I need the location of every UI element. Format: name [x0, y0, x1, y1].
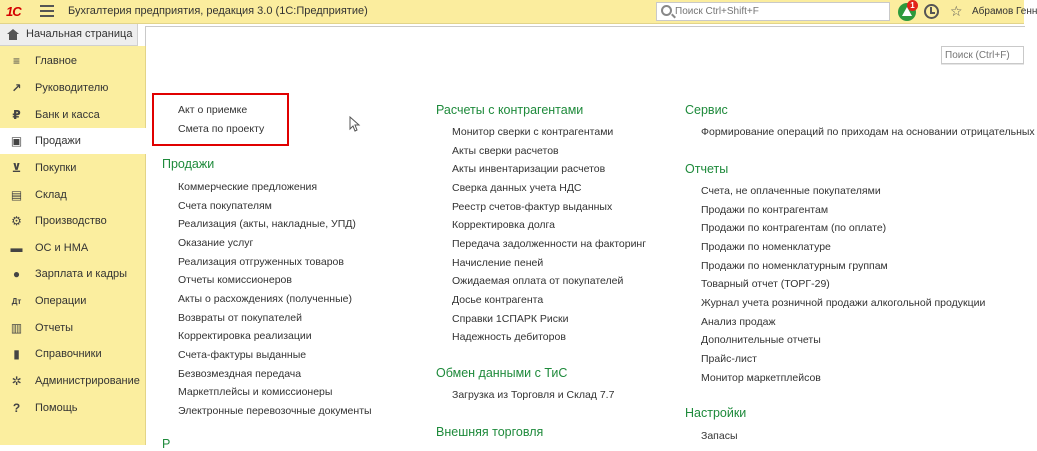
link-settlements[interactable]: Ожидаемая оплата от покупателей	[452, 275, 624, 287]
link-project-estimate[interactable]: Смета по проекту	[178, 123, 265, 135]
link-settlements[interactable]: Начисление пеней	[452, 257, 544, 269]
person-icon: ●	[12, 267, 21, 281]
history-icon[interactable]	[924, 4, 939, 19]
heading-service: Сервис	[685, 103, 728, 117]
main-panel	[147, 46, 1035, 451]
sidebar-item-label: Производство	[35, 215, 107, 227]
link-settlements[interactable]: Монитор сверки с контрагентами	[452, 126, 614, 138]
link-sales[interactable]: Счета-фактуры выданные	[178, 349, 307, 361]
sidebar-item-production[interactable]	[0, 208, 146, 234]
sidebar-item-label: Помощь	[35, 402, 78, 414]
link-settlements[interactable]: Надежность дебиторов	[452, 331, 566, 343]
global-search-input[interactable]	[675, 4, 885, 19]
link-settlements[interactable]: Сверка данных учета НДС	[452, 182, 582, 194]
sidebar-item-main[interactable]	[0, 48, 146, 74]
sidebar-item-label: Операции	[35, 295, 87, 307]
heading-sales: Продажи	[162, 157, 215, 171]
sidebar-item-label: Продажи	[35, 135, 81, 147]
heading-reports: Отчеты	[685, 162, 729, 176]
sidebar-item-reports[interactable]	[0, 315, 146, 341]
sidebar-item-manager[interactable]	[0, 75, 146, 101]
menu-lines-icon: ≡	[12, 54, 20, 68]
heading-data-exchange: Обмен данными с ТиС	[436, 366, 568, 380]
sidebar-item-purchases[interactable]	[0, 155, 146, 181]
tab-content-frame	[145, 26, 1025, 46]
link-sales[interactable]: Электронные перевозочные документы	[178, 405, 372, 417]
settings-icon: ✲	[11, 374, 22, 388]
link-sales[interactable]: Корректировка реализации	[178, 330, 312, 342]
gear-icon: ⚙	[11, 214, 22, 228]
link-sales[interactable]: Возвраты от покупателей	[178, 312, 302, 324]
sidebar-item-label: Главное	[35, 55, 78, 67]
sidebar-item-sales[interactable]	[0, 128, 147, 154]
link-data-exchange[interactable]: Загрузка из Торговля и Склад 7.7	[452, 389, 615, 401]
sidebar-item-label: Склад	[35, 189, 67, 201]
divider	[941, 64, 1024, 65]
section-search-input[interactable]	[945, 48, 1023, 62]
sidebar-item-salary[interactable]	[0, 261, 146, 287]
link-settlements[interactable]: Реестр счетов-фактур выданных	[452, 201, 613, 213]
shopping-bag-icon: ▣	[10, 134, 23, 148]
section-search[interactable]	[941, 46, 1024, 64]
truck-icon: ▬	[10, 241, 23, 255]
link-report[interactable]: Дополнительные отчеты	[701, 334, 821, 346]
main-menu-icon[interactable]	[40, 5, 54, 19]
cart-icon: ⊻	[11, 161, 22, 175]
link-report[interactable]: Продажи по номенклатурным группам	[701, 260, 888, 272]
link-report[interactable]: Товарный отчет (ТОРГ-29)	[701, 278, 830, 290]
link-settlements[interactable]: Акты инвентаризации расчетов	[452, 163, 606, 175]
heading-foreign-trade: Внешняя торговля	[436, 425, 544, 439]
link-sales[interactable]: Отчеты комиссионеров	[178, 274, 292, 286]
link-acceptance-act[interactable]: Акт о приемке	[178, 104, 248, 116]
link-settlements[interactable]: Корректировка долга	[452, 219, 556, 231]
books-icon: ▮	[13, 347, 20, 361]
sidebar	[0, 46, 146, 445]
notifications-icon[interactable]	[898, 3, 916, 21]
global-search[interactable]	[656, 2, 890, 21]
link-settlements[interactable]: Досье контрагента	[452, 294, 544, 306]
link-sales[interactable]: Реализация отгруженных товаров	[178, 256, 344, 268]
red-highlight-frame	[152, 93, 289, 146]
link-service[interactable]: Формирование операций по приходам на основании отрицательных	[701, 126, 1035, 138]
heading-settings: Настройки	[685, 406, 747, 420]
sidebar-item-fixed-assets[interactable]	[0, 235, 146, 261]
link-sales[interactable]: Коммерческие предложения	[178, 181, 318, 193]
title-bar	[0, 0, 1037, 24]
user-name[interactable]: Абрамов Генн	[972, 6, 1037, 17]
sidebar-item-label: ОС и НМА	[35, 242, 89, 254]
link-settlements[interactable]: Справки 1СПАРК Риски	[452, 313, 569, 325]
notifications-badge: 1	[907, 0, 918, 11]
favorites-star-icon[interactable]: ☆	[950, 3, 963, 19]
link-sales[interactable]: Безвозмездная передача	[178, 368, 302, 380]
report-icon: ▥	[10, 321, 23, 335]
link-report[interactable]: Монитор маркетплейсов	[701, 372, 821, 384]
sidebar-item-label: Руководителю	[35, 82, 109, 94]
sidebar-item-help[interactable]	[0, 395, 146, 421]
tab-home[interactable]	[0, 24, 138, 46]
link-sales[interactable]: Счета покупателям	[178, 200, 272, 212]
link-report[interactable]: Прайс-лист	[701, 353, 757, 365]
heading-partial: Р	[162, 437, 171, 451]
sidebar-item-catalogs[interactable]	[0, 341, 146, 367]
help-icon: ?	[12, 401, 21, 415]
sidebar-item-warehouse[interactable]	[0, 182, 146, 208]
search-icon	[661, 5, 672, 16]
sidebar-item-label: Банк и касса	[35, 109, 100, 121]
link-sales[interactable]: Реализация (акты, накладные, УПД)	[178, 218, 356, 230]
sidebar-item-label: Справочники	[35, 348, 102, 360]
app-title: Бухгалтерия предприятия, редакция 3.0 (1С:Предприятие)	[68, 5, 368, 17]
link-report[interactable]: Анализ продаж	[701, 316, 776, 328]
sidebar-item-label: Администрирование	[35, 375, 140, 387]
sidebar-item-label: Покупки	[35, 162, 77, 174]
sidebar-item-label: Отчеты	[35, 322, 74, 334]
link-settlements[interactable]: Акты сверки расчетов	[452, 145, 559, 157]
trend-icon: ↗	[11, 81, 22, 95]
mouse-cursor-icon	[349, 116, 361, 132]
dt-kt-icon: Дт	[11, 297, 22, 306]
link-report[interactable]: Счета, не оплаченные покупателями	[701, 185, 881, 197]
link-sales[interactable]: Маркетплейсы и комиссионеры	[178, 386, 333, 398]
link-report[interactable]: Продажи по контрагентам	[701, 204, 829, 216]
sidebar-item-bank[interactable]	[0, 102, 146, 128]
link-report[interactable]: Продажи по контрагентам (по оплате)	[701, 222, 887, 234]
sidebar-item-admin[interactable]	[0, 368, 146, 394]
sidebar-item-operations[interactable]	[0, 288, 146, 314]
link-sales[interactable]: Оказание услуг	[178, 237, 254, 249]
home-icon	[7, 29, 18, 40]
heading-settlements: Расчеты с контрагентами	[436, 103, 584, 117]
tab-home-label: Начальная страница	[26, 28, 133, 40]
link-settings[interactable]: Запасы	[701, 430, 738, 442]
tab-strip	[0, 24, 1024, 46]
link-sales[interactable]: Акты о расхождениях (полученные)	[178, 293, 352, 305]
1c-logo: 1С	[6, 4, 21, 19]
sidebar-item-label: Зарплата и кадры	[35, 268, 128, 280]
ruble-coin-icon: ₽	[12, 108, 21, 122]
link-report[interactable]: Продажи по номенклатуре	[701, 241, 831, 253]
link-settlements[interactable]: Передача задолженности на факторинг	[452, 238, 647, 250]
warehouse-icon: ▤	[10, 188, 23, 202]
link-report[interactable]: Журнал учета розничной продажи алкогольной продукции	[701, 297, 986, 309]
